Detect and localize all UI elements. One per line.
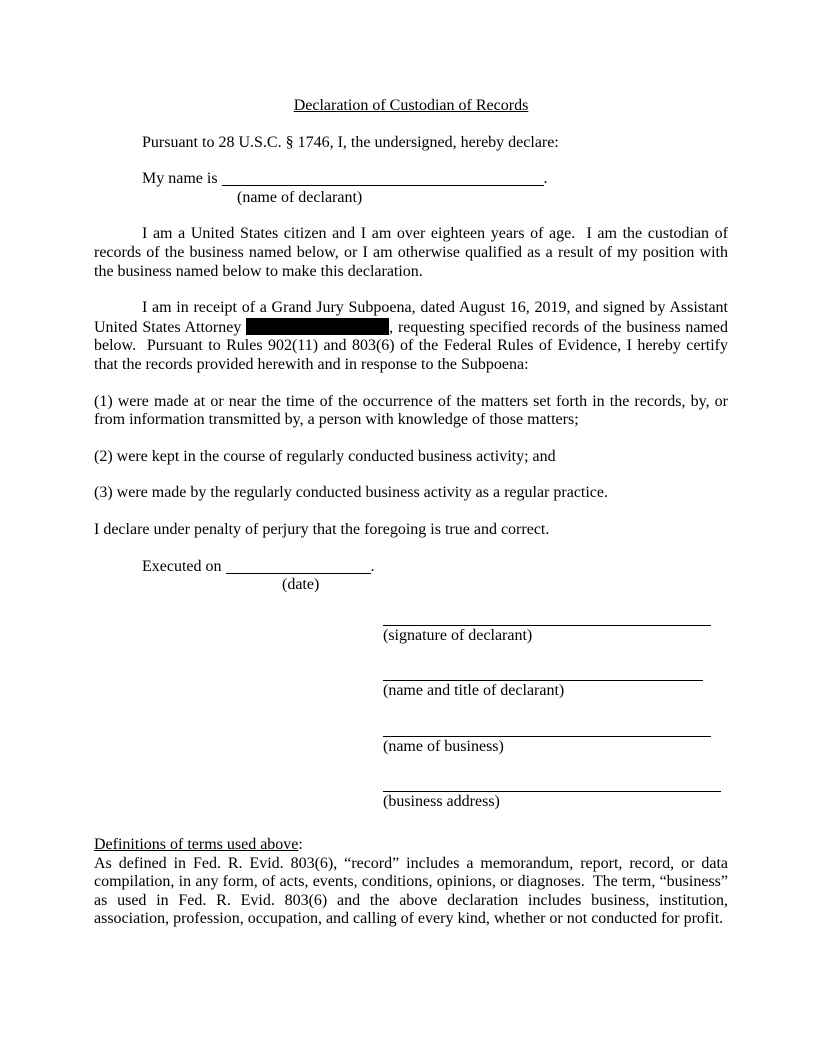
definitions-section [94,836,732,929]
executed-field-line [94,558,728,577]
signature-block [383,625,728,812]
document-title-text: Declaration of Custodian of Records [293,97,529,114]
name-field-suffix: . [543,170,548,188]
name-of-declarant-block [94,170,728,207]
business-name-blank-line [383,736,711,737]
certification-item-1: (1) were made at or near the time of the occurrence of the matters set forth in the records, by, or from information transmitted by, a person with knowledge of those matters; [94,392,732,429]
definitions-heading [94,836,728,855]
signature-entry-signature [383,625,728,646]
name-title-label: (name and title of declarant) [383,682,565,700]
certification-item-3: (3) were made by the regularly conducted business activity as a regular practice. [94,484,609,502]
date-blank-line [226,573,371,574]
name-field-line [94,170,728,189]
receipt-text-before: I am in receipt of a Grand Jury Subpoena, dated August 16, 2019, and signed by Assistant United States Attorney [94,299,732,336]
executed-date-block [94,558,728,595]
executed-field-prefix: Executed on [142,557,226,575]
signature-label: (signature of declarant) [383,626,533,644]
signature-entry-business-name [383,736,728,757]
signature-blank-line [383,625,711,626]
name-blank-line [222,185,544,186]
business-name-label: (name of business) [383,737,504,755]
signature-entry-name-title [383,680,728,701]
name-field-prefix: My name is [142,170,222,188]
signature-entry-business-address [383,791,728,812]
document-title [94,97,728,116]
certification-item-2: (2) were kept in the course of regularly conducted business activity; and [94,447,556,465]
definitions-heading-text: Definitions of terms used above [94,836,299,854]
receipt-paragraph [94,299,733,374]
definitions-heading-colon: : [298,836,303,854]
date-field-label: (date) [282,576,320,594]
name-field-label: (name of declarant) [237,188,363,206]
receipt-text-after: , requesting specified records of the business named below. Pursuant to Rules 902(11) and 803(6) of the Federal Rules of Evidence, I hereby certify that the records provided herewith and in response to the Subpoena: [94,318,733,373]
business-address-blank-line [383,791,721,792]
name-title-blank-line [383,680,703,681]
business-address-label: (business address) [383,793,500,811]
intro-paragraph: Pursuant to 28 U.S.C. § 1746, I, the undersigned, hereby declare: [142,133,559,151]
executed-field-suffix: . [370,557,375,575]
citizen-paragraph: I am a United States citizen and I am over eighteen years of age. I am the custodian of records of the business named below, or I am otherwise qualified as a result of my position with the business named below to make this declaration. [94,225,732,280]
definitions-body: As defined in Fed. R. Evid. 803(6), “record” includes a memorandum, report, record, or data compilation, in any form, of acts, events, conditions, opinions, or diagnoses. The term, “business” as used in Fed. R. Evid. 803(6) and the above declaration includes business, institution, association, profession, occupation, and calling of every kind, whether or not conducted for profit. [94,854,732,928]
redaction-box [246,318,389,335]
penalty-statement: I declare under penalty of perjury that the foregoing is true and correct. [94,520,550,538]
